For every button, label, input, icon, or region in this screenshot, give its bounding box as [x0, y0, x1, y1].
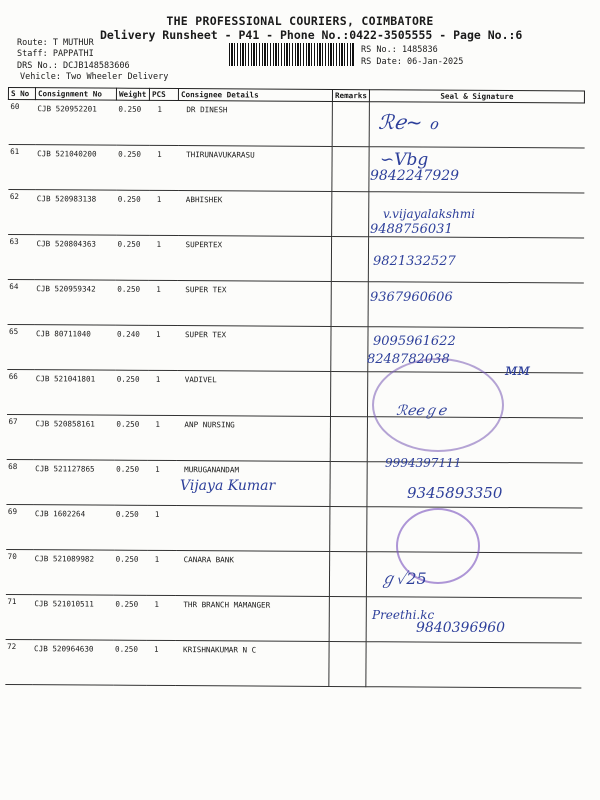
- cell-consignment-no: CJB 521089982: [32, 550, 113, 595]
- handwritten-name-69: Vijaya Kumar: [180, 478, 276, 494]
- cell-consignment-no: CJB 520952201: [35, 100, 116, 145]
- cell-remarks: [329, 641, 366, 686]
- col-sno: S No: [8, 88, 35, 100]
- cell-sno: 61: [8, 145, 35, 190]
- cell-pcs: 1: [148, 325, 177, 370]
- cell-weight: 0.250: [115, 280, 148, 325]
- table-row: [8, 190, 584, 239]
- cell-consignee: ABHISHEK: [178, 191, 332, 237]
- cell-consignment-no: CJB 520964630: [32, 640, 113, 685]
- staff-label: Staff: PAPPATHI: [17, 49, 94, 59]
- handwritten-name-63: v.vijayalakshmi: [383, 207, 475, 221]
- cell-consignment-no: CJB 521041801: [33, 370, 114, 415]
- cell-pcs: 1: [149, 190, 178, 235]
- cell-consignment-no: CJB 520804363: [34, 235, 115, 280]
- cell-consignee: SUPER TEX: [177, 281, 331, 327]
- col-consignment: Consignment No: [35, 88, 116, 100]
- cell-signature: [366, 642, 581, 688]
- handwritten-phone-64: 9821332527: [373, 254, 456, 269]
- cell-consignment-no: CJB 520983138: [35, 190, 116, 235]
- cell-sno: 67: [6, 414, 33, 459]
- signature-61: ∽Vbg: [380, 150, 429, 170]
- cell-weight: 0.240: [115, 325, 148, 370]
- handwritten-name-72: Preethi.kc: [372, 608, 435, 622]
- cell-consignment-no: CJB 80711040: [34, 325, 115, 370]
- cell-sno: 71: [5, 594, 32, 639]
- barcode: [229, 43, 354, 66]
- handwritten-phone-65: 9367960606: [370, 290, 453, 305]
- table-row: [7, 235, 583, 284]
- cell-consignee: ANP NURSING: [176, 416, 330, 462]
- cell-weight: 0.250: [114, 370, 147, 415]
- cell-weight: 0.250: [113, 640, 146, 685]
- cell-weight: 0.250: [114, 415, 147, 460]
- handwritten-phone-63: 9488756031: [370, 222, 453, 237]
- table-row: [8, 145, 584, 194]
- cell-consignment-no: CJB 520959342: [34, 280, 115, 325]
- signature-71: ℊ✓25: [380, 569, 427, 588]
- table-row: [5, 639, 581, 688]
- cell-sno: 63: [7, 235, 34, 280]
- drs-number: DRS No.: DCJB148583606: [17, 61, 130, 71]
- cell-consignee: DR DINESH: [178, 101, 332, 147]
- cell-consignee: CANARA BANK: [175, 551, 329, 597]
- cell-weight: 0.250: [115, 235, 148, 280]
- cell-consignee: SUPER TEX: [177, 326, 331, 372]
- company-name: THE PROFESSIONAL COURIERS, COIMBATORE: [166, 14, 434, 28]
- cell-remarks: [332, 101, 369, 146]
- cell-consignee: MURUGANANDAM: [176, 461, 330, 507]
- col-weight: Weight: [116, 88, 149, 100]
- col-consignee: Consignee Details: [178, 89, 332, 102]
- cell-weight: 0.250: [116, 100, 149, 145]
- cell-remarks: [330, 371, 367, 416]
- cell-pcs: 1: [146, 595, 175, 640]
- cell-pcs: 1: [148, 280, 177, 325]
- cell-remarks: [330, 461, 367, 506]
- route-label: Route: T MUTHUR: [17, 38, 94, 48]
- rs-date: RS Date: 06-Jan-2025: [361, 57, 464, 67]
- cell-weight: 0.250: [114, 505, 147, 550]
- col-pcs: PCS: [149, 88, 178, 100]
- cell-pcs: 1: [146, 550, 175, 595]
- cell-remarks: [332, 191, 369, 236]
- cell-sno: 64: [7, 279, 34, 324]
- cell-remarks: [329, 551, 366, 596]
- cell-sno: 62: [8, 190, 35, 235]
- cell-weight: 0.250: [116, 190, 149, 235]
- handwritten-phone-62: 9842247929: [370, 168, 460, 184]
- table-row: [7, 324, 583, 373]
- cell-sno: 65: [7, 324, 34, 369]
- cell-consignment-no: CJB 521010511: [32, 595, 113, 640]
- runsheet-title: Delivery Runsheet - P41 - Phone No.:0422-3505555 - Page No.:6: [100, 28, 523, 42]
- cell-pcs: 1: [147, 460, 176, 505]
- cell-sno: 60: [8, 100, 35, 145]
- cell-sno: 70: [5, 549, 32, 594]
- cell-consignee: KRISHNAKUMAR N C: [175, 641, 329, 687]
- handwritten-phone-66a: 9095961622: [373, 334, 456, 349]
- vehicle-label: Vehicle: Two Wheeler Delivery: [20, 72, 169, 82]
- cell-pcs: 1: [149, 145, 178, 190]
- rs-number: RS No.: 1485836: [361, 45, 438, 55]
- col-remarks: Remarks: [332, 89, 369, 101]
- handwritten-phone-69b: 9345893350: [407, 484, 503, 502]
- cell-remarks: [331, 326, 368, 371]
- cell-pcs: 1: [149, 100, 178, 145]
- cell-consignee: VADIVEL: [176, 371, 330, 417]
- cell-consignment-no: CJB 521040200: [35, 145, 116, 190]
- table-row: [7, 279, 583, 328]
- cell-sno: 69: [6, 504, 33, 549]
- cell-sno: 68: [6, 459, 33, 504]
- cell-consignment-no: CJB 520858161: [33, 415, 114, 460]
- cell-sno: 66: [6, 369, 33, 414]
- table-row: [6, 504, 582, 553]
- cell-remarks: [331, 281, 368, 326]
- cell-remarks: [330, 416, 367, 461]
- cell-pcs: 1: [148, 235, 177, 280]
- cell-remarks: [331, 236, 368, 281]
- handwritten-phone-66b: 8248782038: [367, 352, 450, 367]
- cell-pcs: 1: [146, 640, 175, 685]
- col-signature: Seal & Signature: [369, 90, 584, 103]
- cell-weight: 0.250: [114, 460, 147, 505]
- table-row: [5, 549, 581, 598]
- signature-66: ᴍᴍ: [505, 360, 530, 379]
- cell-consignee: SUPERTEX: [177, 236, 331, 282]
- cell-remarks: [330, 506, 367, 551]
- cell-consignee: [176, 506, 330, 552]
- cell-consignee: THR BRANCH MAMANGER: [175, 596, 329, 642]
- cell-pcs: 1: [147, 370, 176, 415]
- cell-remarks: [332, 146, 369, 191]
- cell-consignment-no: CJB 1602264: [33, 505, 114, 550]
- cell-sno: 72: [5, 639, 32, 684]
- signature-67: ℛℯℯℊℯ: [396, 403, 447, 419]
- cell-remarks: [329, 596, 366, 641]
- cell-pcs: 1: [147, 505, 176, 550]
- signature-60: ℛℯ~ ℴ: [378, 110, 439, 134]
- cell-consignment-no: CJB 521127865: [33, 460, 114, 505]
- handwritten-phone-72: 9840396960: [416, 620, 506, 636]
- cell-weight: 0.250: [116, 145, 149, 190]
- cell-weight: 0.250: [113, 595, 146, 640]
- handwritten-phone-69a: 9994397111: [385, 456, 462, 470]
- cell-consignee: THIRUNAVUKARASU: [178, 146, 332, 192]
- cell-weight: 0.250: [113, 550, 146, 595]
- table-row: [8, 100, 584, 149]
- cell-pcs: 1: [147, 415, 176, 460]
